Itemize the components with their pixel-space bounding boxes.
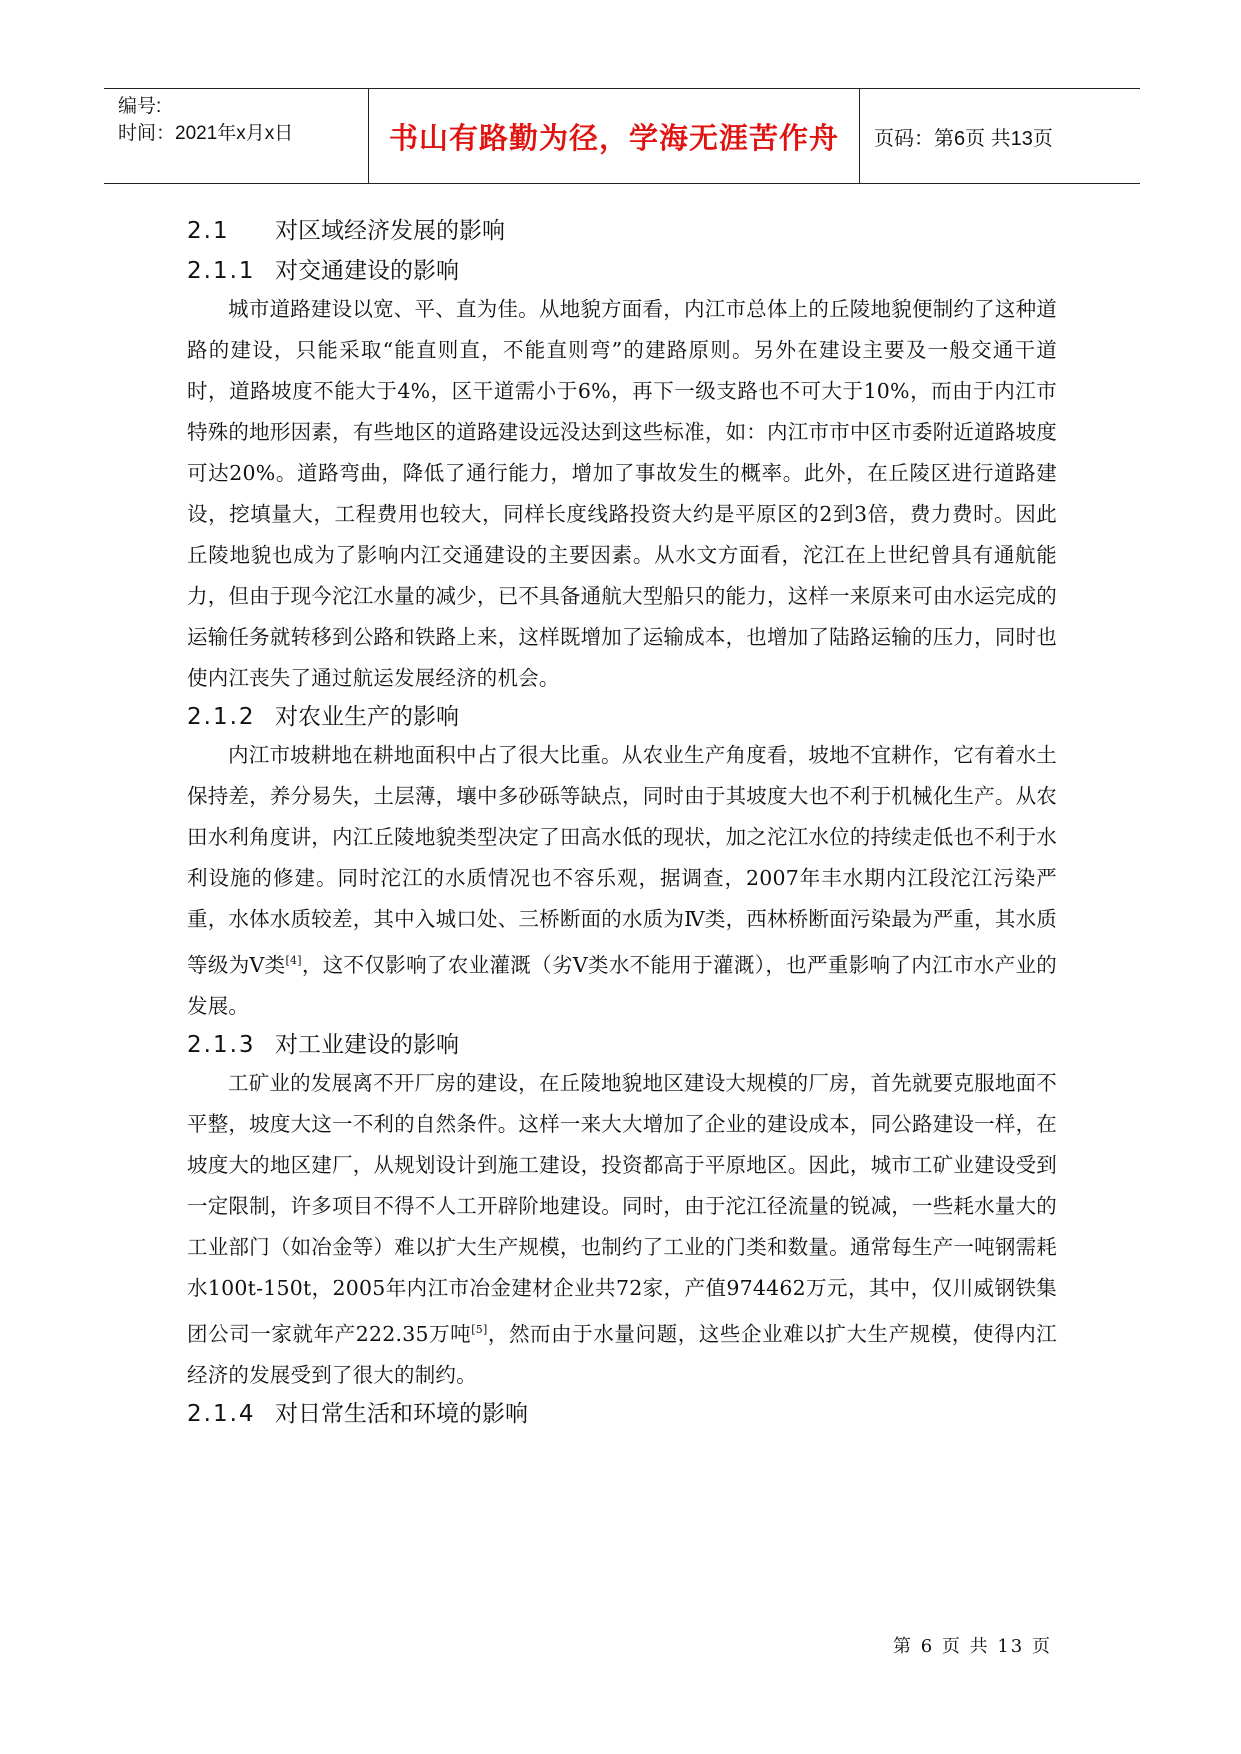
paragraph-text: ，这不仅影响了农业灌溉（劣Ⅴ类水不能用于灌溉），也严重影响了内江市水产业的发展。 xyxy=(187,952,1057,1018)
document-time-label: 时间：2021年x月x日 xyxy=(118,123,294,144)
paragraph-transport: 城市道路建设以宽、平、直为佳。从地貌方面看，内江市总体上的丘陵地貌便制约了这种道路的建设，只能采取“能直则直，不能直则弯”的建路原则。另外在建设主要及一般交通干道时，道路坡度不能大于4%，区干道需小于6%，再下一级支路也不可大于10%，而由于内江市特殊的地形因素，有些地区的道路建设远没达到这些标准，如：内江市市中区市委附近道路坡度可达20%。道路弯曲，降低了通行能力，增加了事故发生的概率。此外，在丘陵区进行道路建设，挖填量大，工程费用也较大，同样长度线路投资大约是平原区的2到3倍，费力费时。因此丘陵地貌也成为了影响内江交通建设的主要因素。从水文方面看，沱江在上世纪曾具有通航能力，但由于现今沱江水量的减少，已不具备通航大型船只的能力，这样一来原来可由水运完成的运输任务就转移到公路和铁路上来，这样既增加了运输成本，也增加了陆路运输的压力，同时也使内江丧失了通过航运发展经济的机会。 xyxy=(187,297,1057,690)
header-page-info: 页码：第6页 共13页 xyxy=(874,127,1053,150)
paragraph-text: 内江市坡耕地在耕地面积中占了很大比重。从农业生产角度看，坡地不宜耕作，它有着水土保持差，养分易失，土层薄，壤中多砂砾等缺点，同时由于其坡度大也不利于机械化生产。从农田水利角度讲，内江丘陵地貌类型决定了田高水低的现状，加之沱江水位的持续走低也不利于水利设施的修建。同时沱江的水质情况也不容乐观，据调查，2007年丰水期内江段沱江污染严重，水体水质较差，其中入城口处、三桥断面的水质为Ⅳ类，西林桥断面污染最为严重，其水质等级为Ⅴ类 xyxy=(187,743,1057,977)
paragraph-agriculture xyxy=(187,735,1057,1027)
subsection-number: 2.1.4 xyxy=(187,1400,256,1427)
header-motto-cell xyxy=(369,89,860,183)
subsection-heading xyxy=(187,256,1057,286)
section-heading xyxy=(187,216,1057,246)
subsection-number: 2.1.3 xyxy=(187,1031,256,1058)
paragraph-text: ，然而由于水量问题，这些企业难以扩大生产规模，使得内江经济的发展受到了很大的制约。 xyxy=(187,1321,1057,1387)
subsection-title: 对农业生产的影响 xyxy=(275,704,459,730)
subsection-heading xyxy=(187,1030,1057,1060)
section-number: 2.1 xyxy=(187,218,230,244)
document-number-label: 编号: xyxy=(118,96,162,117)
page-header xyxy=(104,88,1140,184)
paragraph-text: 工矿业的发展离不开厂房的建设，在丘陵地貌地区建设大规模的厂房，首先就要克服地面不平整，坡度大这一不利的自然条件。这样一来大大增加了企业的建设成本，同公路建设一样，在坡度大的地区建厂，从规划设计到施工建设，投资都高于平原地区。因此，城市工矿业建设受到一定限制，许多项目不得不人工开辟阶地建设。同时，由于沱江径流量的锐减，一些耗水量大的工业部门（如冶金等）难以扩大生产规模，也制约了工业的门类和数量。通常每生产一吨钢需耗水100t-150t，2005年内江市冶金建材企业共72家，产值974462万元，其中，仅川威钢铁集团公司一家就年产222.35万吨 xyxy=(187,1070,1057,1346)
subsection-title: 对日常生活和环境的影响 xyxy=(275,1400,528,1427)
header-info-cell xyxy=(104,89,369,183)
subsection-title: 对交通建设的影响 xyxy=(275,258,459,284)
section-title: 对区域经济发展的影响 xyxy=(275,218,505,244)
citation-ref: [5] xyxy=(471,1322,488,1336)
subsection-heading xyxy=(187,1399,1057,1429)
paragraph-industry xyxy=(187,1063,1057,1396)
subsection-heading xyxy=(187,702,1057,732)
subsection-title: 对工业建设的影响 xyxy=(275,1031,459,1058)
subsection-number: 2.1.1 xyxy=(187,258,256,284)
page-footer: 第 6 页 共 13 页 xyxy=(893,1636,1052,1657)
subsection-number: 2.1.2 xyxy=(187,704,256,730)
header-motto: 书山有路勤为径，学海无涯苦作舟 xyxy=(388,120,839,155)
citation-ref: [4] xyxy=(285,954,302,967)
document-body xyxy=(187,216,1057,1429)
